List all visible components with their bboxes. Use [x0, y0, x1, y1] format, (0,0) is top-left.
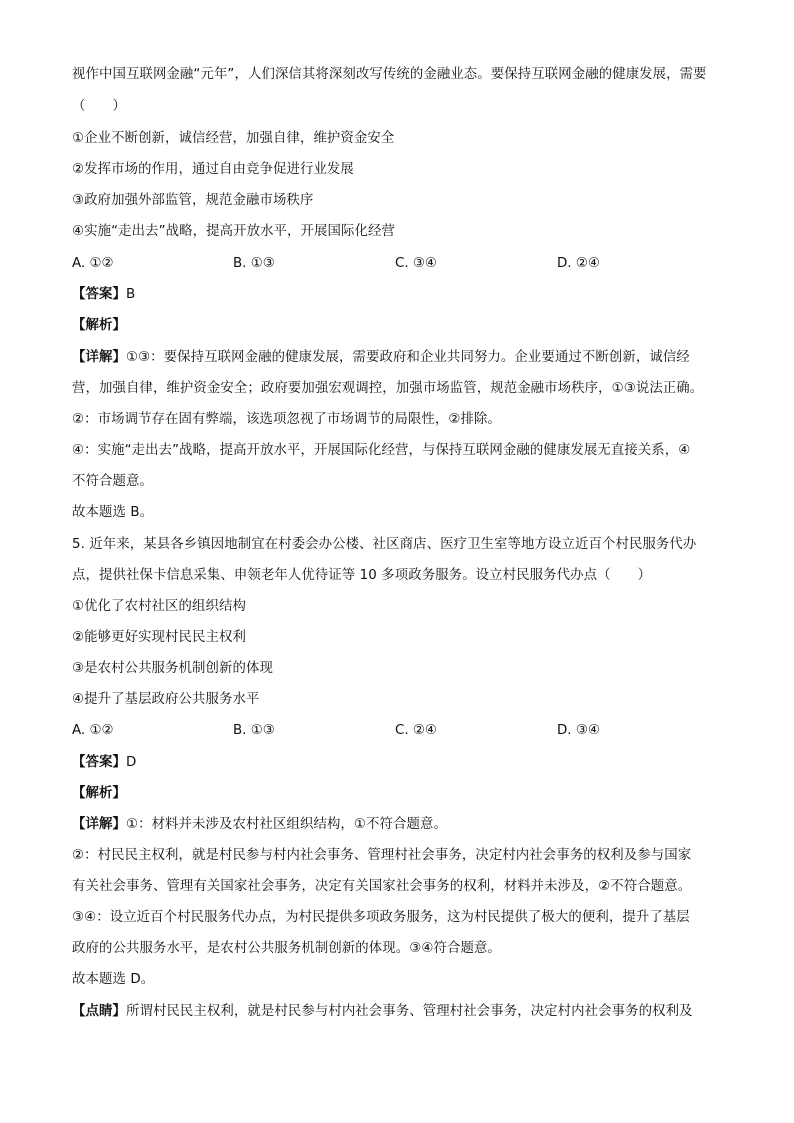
q5-statement-1: ①优化了农村社区的组织结构: [72, 599, 246, 614]
q4-detail-line-4: ④：实施“走出去”战略，提高开放水平，开展国际化经营，与保持互联网金融的健康发展无直接关系，④: [72, 443, 691, 458]
q4-detail-line-5: 不符合题意。: [72, 474, 153, 489]
q5-conclusion: 故本题选 D。: [72, 972, 155, 987]
q4-stem-line-1: 视作中国互联网金融“元年”，人们深信其将深刻改写传统的金融业态。要保持互联网金融的健康发展，需要: [72, 67, 707, 82]
q4-option-c: C. ③④: [395, 256, 437, 271]
q4-analysis-line: [72, 316, 126, 336]
q4-stem-line-2: （ ）: [72, 99, 126, 114]
q5-option-d: D. ③④: [557, 723, 600, 738]
q4-statement-3: ③政府加强外部监管，规范金融市场秩序: [72, 193, 314, 208]
q5-detail-tag: 【详解】: [72, 817, 126, 832]
q4-detail-tag: 【详解】: [72, 350, 126, 365]
q5-tip-tag: 【点睛】: [72, 1004, 126, 1019]
q4-option-b: B. ①③: [233, 256, 275, 271]
q5-answer-line: [72, 753, 136, 773]
q4-answer-value: B: [125, 287, 136, 302]
q4-analysis-tag: 【解析】: [72, 318, 126, 333]
q5-answer-tag: 【答案】: [72, 755, 126, 770]
q5-detail-line-2: ②：村民民主权利，就是村民参与村内社会事务、管理村社会事务，决定村内社会事务的权利及参与国家: [72, 848, 692, 863]
q5-detail-text-1: ①：材料并未涉及农村社区组织结构，①不符合题意。: [125, 817, 447, 832]
q4-option-d: D. ②④: [557, 256, 600, 271]
q5-tip-line-1: [72, 1002, 693, 1022]
q4-answer-tag: 【答案】: [72, 287, 126, 302]
q5-tip-text-1: 所谓村民民主权利，就是村民参与村内社会事务、管理村社会事务，决定村内社会事务的权利及: [125, 1004, 693, 1019]
q5-detail-line-4: ③④：设立近百个村民服务代办点，为村民提供多项政务服务，这为村民提供了极大的便利，提升了基层: [72, 910, 690, 925]
q5-detail-line-1: [72, 815, 447, 835]
q4-statement-1: ①企业不断创新，诚信经营，加强自律，维护资金安全: [72, 131, 395, 146]
q5-option-c: C. ②④: [395, 723, 437, 738]
q5-stem-line-2: 点，提供社保卡信息采集、申领老年人优待证等 10 多项政务服务。设立村民服务代办点（ ）: [72, 568, 652, 583]
q4-detail-line-3: ②：市场调节存在固有弊端，该选项忽视了市场调节的局限性，②排除。: [72, 412, 501, 427]
q4-answer-line: [72, 285, 135, 305]
q5-statement-4: ④提升了基层政府公共服务水平: [72, 692, 260, 707]
q4-detail-line-2: 营，加强自律，维护资金安全；政府要加强宏观调控，加强市场监管，规范金融市场秩序，①③说法正确。: [72, 381, 704, 396]
q5-option-a: A. ①②: [72, 723, 114, 738]
q4-statement-2: ②发挥市场的作用，通过自由竞争促进行业发展: [72, 162, 354, 177]
q5-statement-2: ②能够更好实现村民民主权利: [72, 630, 246, 645]
q4-detail-text-1: ①③：要保持互联网金融的健康发展，需要政府和企业共同努力。企业要通过不断创新，诚信经: [125, 350, 690, 365]
q4-conclusion: 故本题选 B。: [72, 505, 154, 520]
q5-answer-value: D: [125, 755, 137, 770]
q5-analysis-line: [72, 784, 126, 804]
q5-detail-line-3: 有关社会事务、管理有关国家社会事务，决定有关国家社会事务的权利，材料并未涉及，②不符合题意。: [72, 879, 692, 894]
q5-analysis-tag: 【解析】: [72, 786, 126, 801]
q5-statement-3: ③是农村公共服务机制创新的体现: [72, 661, 273, 676]
q5-detail-line-5: 政府的公共服务水平，是农村公共服务机制创新的体现。③④符合题意。: [72, 941, 501, 956]
q4-statement-4: ④实施“走出去”战略，提高开放水平，开展国际化经营: [72, 224, 395, 239]
q4-option-a: A. ①②: [72, 256, 114, 271]
q4-detail-line-1: [72, 348, 690, 368]
q5-option-b: B. ①③: [233, 723, 275, 738]
q5-stem-line-1: 5. 近年来，某县各乡镇因地制宜在村委会办公楼、社区商店、医疗卫生室等地方设立近百个村民服务代办: [72, 537, 697, 552]
